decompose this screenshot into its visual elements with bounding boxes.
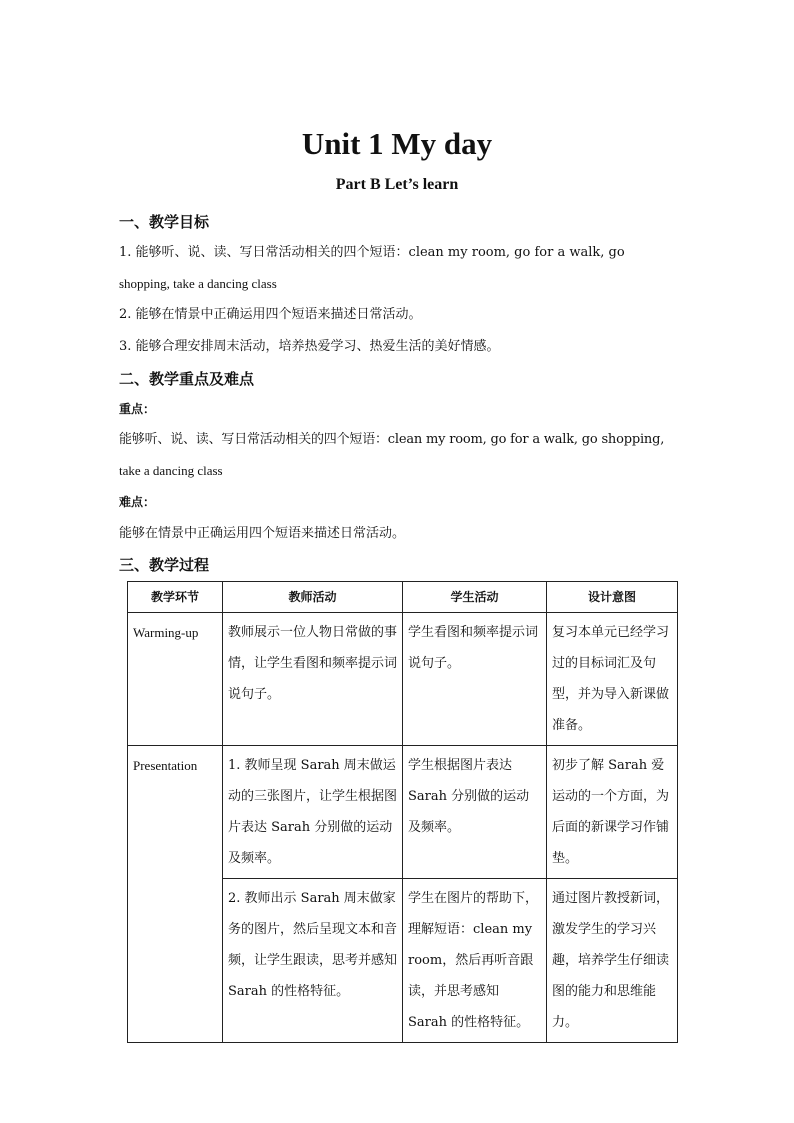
column-header: 教学环节 xyxy=(128,582,223,613)
objective-item-continued: shopping, take a dancing class xyxy=(119,276,277,291)
table-row xyxy=(128,746,678,879)
design-intent-cell: 通过图片教授新词，激发学生的学习兴趣，培养学生仔细读图的能力和思维能力。 xyxy=(547,879,678,1043)
student-activity-cell: 学生根据图片表达 Sarah 分别做的运动及频率。 xyxy=(403,746,547,879)
section-heading-key-points: 二、教学重点及难点 xyxy=(119,370,255,388)
column-header: 设计意图 xyxy=(547,582,678,613)
teaching-process-table xyxy=(127,581,678,1043)
design-intent-cell: 初步了解 Sarah 爱运动的一个方面，为后面的新课学习作铺垫。 xyxy=(547,746,678,879)
key-point-label: 重点： xyxy=(119,402,156,416)
key-point-text: 能够听、说、读、写日常活动相关的四个短语：clean my room, go for a walk, go shopping, xyxy=(119,432,665,447)
stage-cell: Presentation xyxy=(128,746,223,1043)
difficult-point-text: 能够在情景中正确运用四个短语来描述日常活动。 xyxy=(119,526,406,541)
objective-item: 1. 能够听、说、读、写日常活动相关的四个短语：clean my room, go for a walk, go xyxy=(119,245,625,260)
student-activity-cell: 学生看图和频率提示词说句子。 xyxy=(403,613,547,746)
key-point-text-continued: take a dancing class xyxy=(119,463,223,478)
section-heading-objectives: 一、教学目标 xyxy=(119,213,210,231)
objective-item: 2. 能够在情景中正确运用四个短语来描述日常活动。 xyxy=(119,307,422,322)
teacher-activity-cell: 2. 教师出示 Sarah 周末做家务的图片，然后呈现文本和音频，让学生跟读，思考并感知 Sarah 的性格特征。 xyxy=(223,879,403,1043)
column-header: 学生活动 xyxy=(403,582,547,613)
column-header: 教师活动 xyxy=(223,582,403,613)
table-header-row xyxy=(128,582,678,613)
section-heading-process: 三、教学过程 xyxy=(119,556,210,574)
objective-item: 3. 能够合理安排周末活动，培养热爱学习、热爱生活的美好情感。 xyxy=(119,339,500,354)
student-activity-cell: 学生在图片的帮助下，理解短语：clean my room，然后再听音跟读，并思考感知 Sarah 的性格特征。 xyxy=(403,879,547,1043)
table-row xyxy=(128,613,678,746)
teacher-activity-cell: 教师展示一位人物日常做的事情，让学生看图和频率提示词说句子。 xyxy=(223,613,403,746)
design-intent-cell: 复习本单元已经学习过的目标词汇及句型，并为导入新课做准备。 xyxy=(547,613,678,746)
document-title: Unit 1 My day xyxy=(301,126,493,161)
document-subtitle: Part B Let’s learn xyxy=(335,176,459,193)
teacher-activity-cell: 1. 教师呈现 Sarah 周末做运动的三张图片，让学生根据图片表达 Sarah 分别做的运动及频率。 xyxy=(223,746,403,879)
stage-cell: Warming-up xyxy=(128,613,223,746)
difficult-point-label: 难点： xyxy=(119,495,156,509)
